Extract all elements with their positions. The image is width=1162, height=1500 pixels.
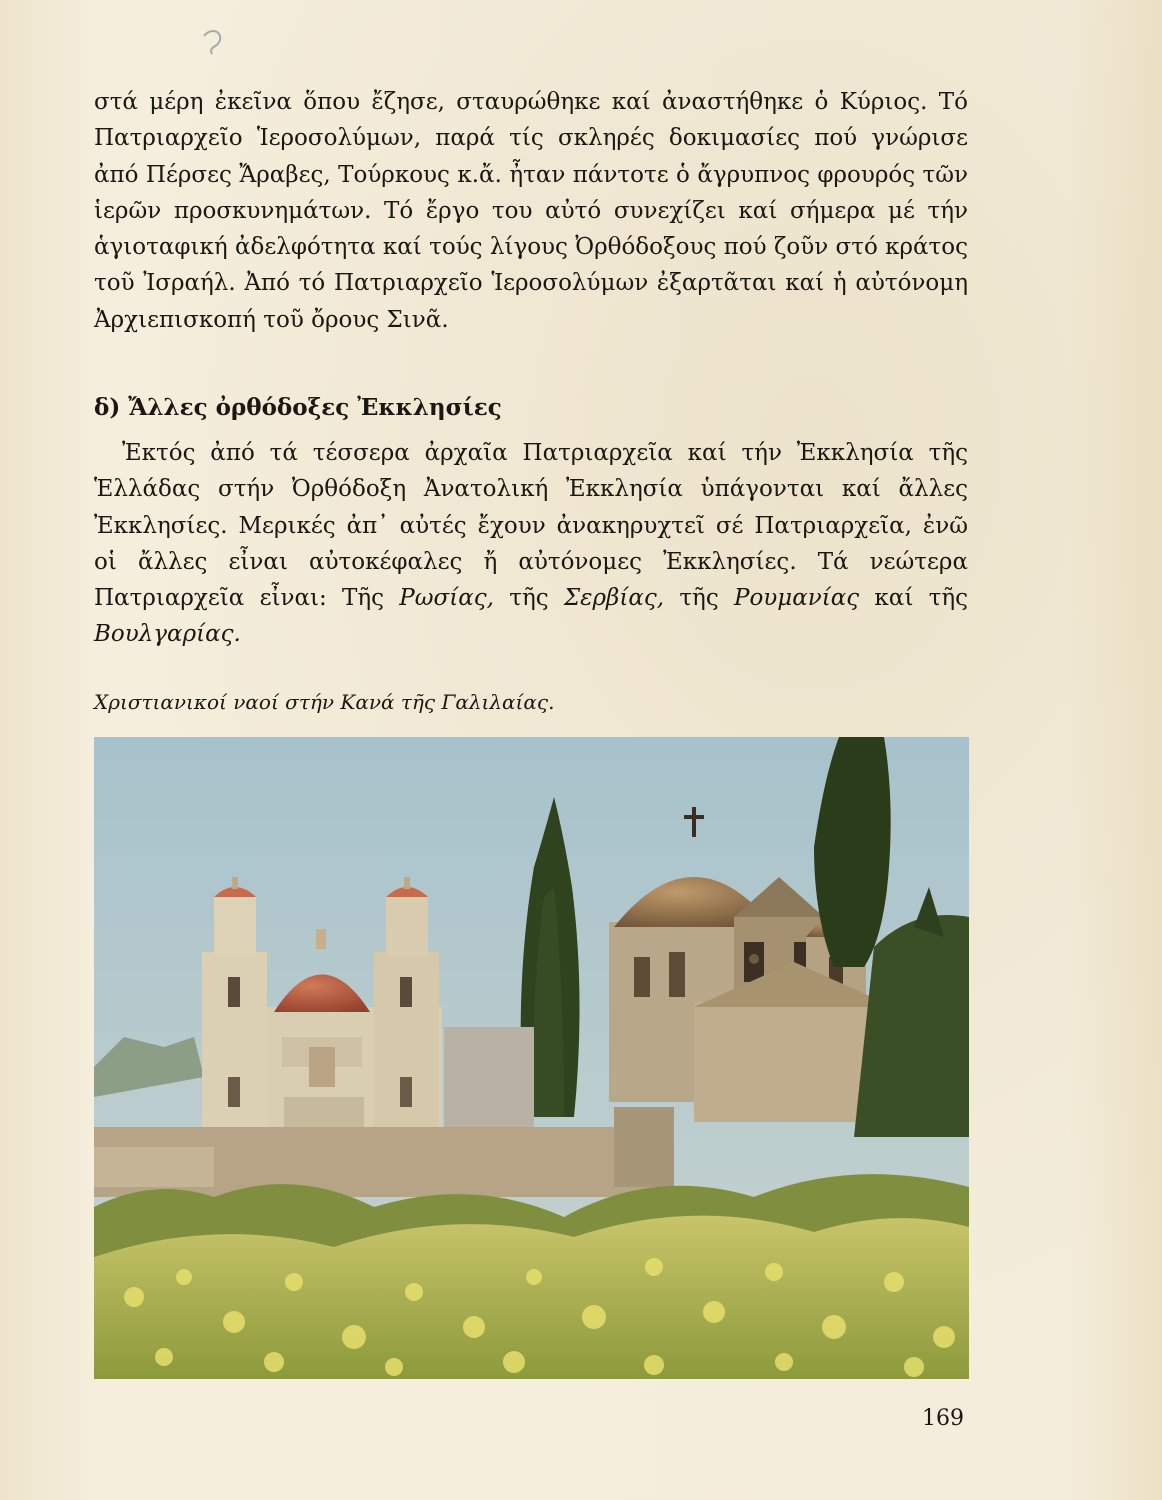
patriarchate-russia: Ρωσίας, xyxy=(399,585,494,612)
photo-churches-cana xyxy=(94,737,969,1379)
photo-caption: Χριστιανικοί ναοί στήν Κανά τῆς Γαλιλαίας. xyxy=(94,690,555,714)
separator-2: τῆς xyxy=(664,585,734,612)
patriarchate-bulgaria: Βουλγαρίας. xyxy=(94,621,241,648)
flower-field xyxy=(94,1216,969,1379)
paper-blemish xyxy=(196,24,236,64)
page-number: 169 xyxy=(922,1406,964,1431)
church-photo-illustration xyxy=(94,737,969,1379)
patriarchate-serbia: Σερβίας, xyxy=(563,585,665,612)
patriarchate-romania: Ρουμανίας xyxy=(733,585,860,612)
separator-1: τῆς xyxy=(493,585,564,612)
section-heading: δ) Ἄλλες ὀρθόδοξες Ἐκκλησίες xyxy=(94,394,502,421)
separator-3: καί τῆς xyxy=(859,585,968,612)
paragraph-2-intro: Ἐκτός ἀπό τά τέσσερα ἀρχαῖα Πατριαρχεῖα καί τήν Ἐκκλησία τῆς Ἑλλάδας στήν Ὀρθόδοξη Ἀνατολική Ἐκκλησία ὑπάγονται καί ἄλλες Ἐκκλησίες. Μερικές ἀπ᾽ αὐτές ἔχουν ἀνακηρυχτεῖ σέ Πατριαρχεῖα, ἐνῶ οἱ ἄλλες εἶναι αὐτοκέφαλες ἤ αὐτόνομες Ἐκκλησίες. Τά νεώτερα Πατριαρχεῖα εἶναι: Τῆς xyxy=(94,440,968,612)
body-paragraph-1: στά μέρη ἐκεῖνα ὅπου ἔζησε, σταυρώθηκε καί ἀναστήθηκε ὁ Κύριος. Τό Πατριαρχεῖο Ἱεροσολύμων, παρά τίς σκληρές δοκιμασίες πού γνώρισε ἀπό Πέρσες Ἄραβες, Τούρκους κ.ἄ. ἦταν πάντοτε ὁ ἄγρυπνος φρουρός τῶν ἱερῶν προσκυνημάτων. Τό ἔργο του αὐτό συνεχίζει καί σήμερα μέ τήν ἁγιοταφική ἀδελφότητα καί τούς λίγους Ὀρθόδοξους πού ζοῦν στό κράτος τοῦ Ἰσραήλ. Ἀπό τό Πατριαρχεῖο Ἱεροσολύμων ἐξαρτᾶται καί ἡ αὐτόνομη Ἀρχιεπισκοπή τοῦ ὄρους Σινᾶ. xyxy=(94,89,968,333)
body-paragraph-2 xyxy=(94,435,968,653)
